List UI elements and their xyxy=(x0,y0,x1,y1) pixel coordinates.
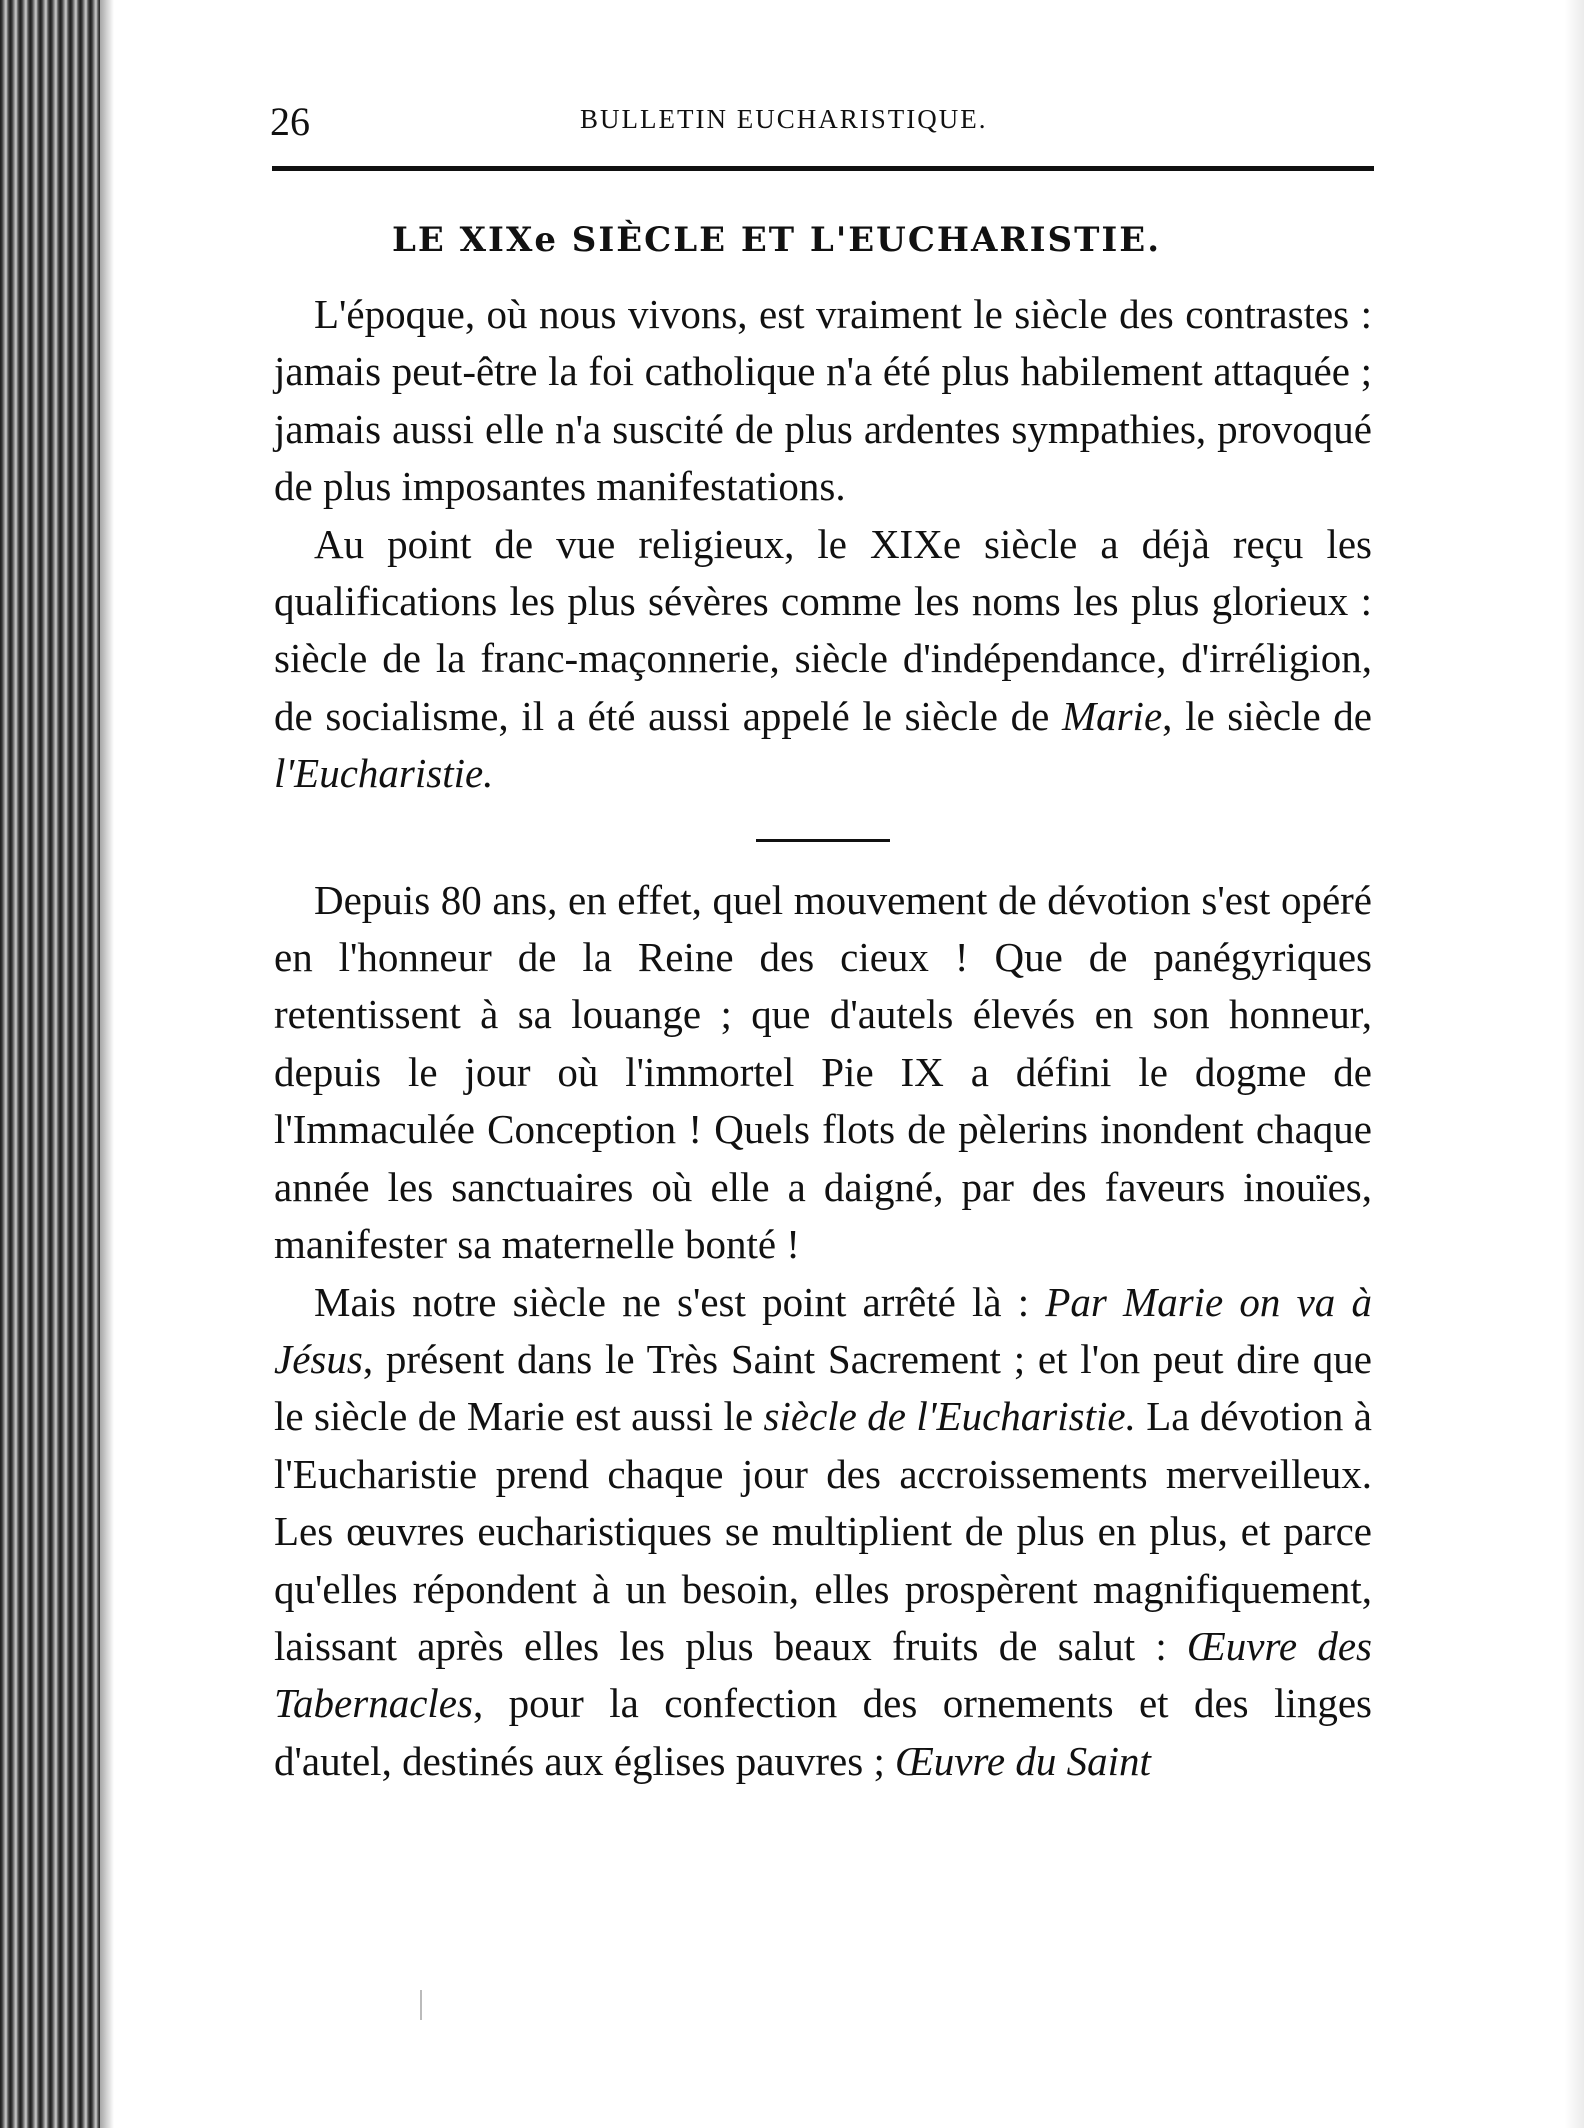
paragraph-4-italic-c: Œuvre des Tabernacles xyxy=(274,1622,1372,1727)
paragraph-2-text-a: Au point de vue religieux, le XIXe siècle a déjà reçu les qualifications les plus sévères comme les noms les plus glorieux : siècle de la franc-maçonnerie, siècle d'indépendance, d'irréligion, de socialisme, il a été aussi appelé le siècle de xyxy=(274,520,1372,739)
article-body xyxy=(274,286,1372,1790)
paragraph-4-text-b: , présent dans le Très Saint Sacrement ; et l'on peut dire que le siècle de Marie est aussi le xyxy=(274,1335,1372,1440)
paragraph-1: L'époque, où nous vivons, est vraiment le siècle des contrastes : jamais peut-être la foi catholique n'a été plus habilement attaquée ; jamais aussi elle n'a suscité de plus ardentes sympathies, provoqué de plus imposantes manifestations. xyxy=(274,291,1372,510)
page-header xyxy=(270,90,1390,150)
page-shadow xyxy=(1564,0,1584,2128)
paragraph-2-text-b: , le siècle de xyxy=(1162,692,1372,739)
paragraph-4-text-c: La dévotion à l'Eucharistie prend chaque jour des accroissements merveilleux. Les œuvres eucharistiques se multiplient de plus en plus, et parce qu'elles répondent à un besoin, elles prospèrent magnifiquement, laissant après elles les plus beaux fruits de salut : xyxy=(274,1393,1373,1669)
paragraph-4-text-d: , pour la confection des ornements et des linges d'autel, destinés aux églises pauvres ; xyxy=(274,1680,1372,1784)
paragraph-4 xyxy=(274,1274,1372,1791)
paragraph-2 xyxy=(274,516,1372,803)
print-mark xyxy=(420,1990,422,2020)
running-head: BULLETIN EUCHARISTIQUE. xyxy=(580,104,988,134)
book-page-edges xyxy=(0,0,100,2128)
page-number: 26 xyxy=(270,99,310,144)
paragraph-2-italic-a: Marie xyxy=(1061,692,1163,739)
header-rule xyxy=(272,166,1374,171)
paragraph-3: Depuis 80 ans, en effet, quel mouvement de dévotion s'est opéré en l'honneur de la Reine des cieux ! Que de panégyriques retentissent à sa louange ; que d'autels élevés en son honneur, depuis le jour où l'immortel Pie IX a défini le dogme de l'Immaculée Conception ! Quels flots de pèlerins inondent chaque année les sanctuaires où elle a daigné, par des faveurs inouïes, manifester sa maternelle bonté ! xyxy=(274,876,1372,1268)
paragraph-4-italic-d: Œuvre du Saint xyxy=(895,1737,1151,1784)
book-page xyxy=(270,90,1390,1784)
paragraph-2-italic-b: l'Eucharistie. xyxy=(274,750,494,797)
section-divider xyxy=(756,839,890,842)
paragraph-4-italic-a: Par Marie on va à Jésus xyxy=(274,1278,1372,1382)
paragraph-4-text-a: Mais notre siècle ne s'est point arrêté là : xyxy=(314,1278,1046,1325)
paragraph-4-italic-b: siècle de l'Eucharistie. xyxy=(763,1393,1136,1440)
article-title: LE XIXe SIÈCLE ET L'EUCHARISTIE. xyxy=(392,220,1162,260)
